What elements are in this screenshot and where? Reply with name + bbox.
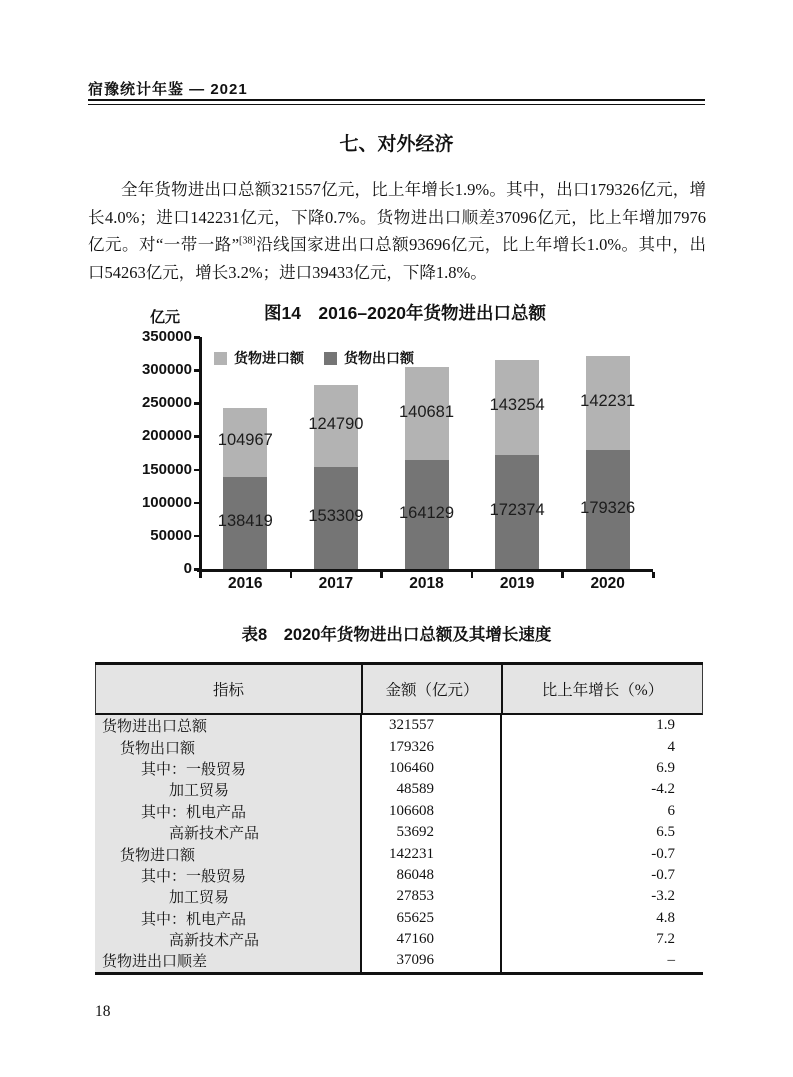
table-cell-growth: 1.9 xyxy=(500,715,703,736)
x-axis-category-label: 2019 xyxy=(499,575,535,592)
table-cell-growth: -4.2 xyxy=(500,779,703,800)
y-axis-tick-label: 150000 xyxy=(141,460,192,478)
table-row xyxy=(95,801,703,822)
y-axis-line xyxy=(199,337,202,571)
bar-value-label-货物出口额-2019: 172374 xyxy=(489,500,545,519)
bar-value-label-货物出口额-2017: 153309 xyxy=(308,507,364,526)
table-row xyxy=(95,758,703,779)
y-axis-tick-label: 350000 xyxy=(141,328,192,345)
table-title: 表8 2020年货物进出口总额及其增长速度 xyxy=(241,626,552,644)
table-row xyxy=(95,950,703,971)
table-row xyxy=(95,779,703,800)
table-cell-amount: 47160 xyxy=(360,929,500,950)
y-axis-tick-label: 250000 xyxy=(141,394,192,412)
page-number: 18 xyxy=(95,1003,111,1020)
legend-item-货物出口额 xyxy=(324,348,414,368)
footnote-marker: [38] xyxy=(239,235,256,247)
table-row xyxy=(95,843,703,864)
table-cell-growth: -3.2 xyxy=(500,886,703,907)
bar-value-label-货物进口额-2019: 143254 xyxy=(489,396,545,415)
header-rule-thin xyxy=(88,104,705,105)
table-cell-growth: 6.9 xyxy=(500,758,703,779)
chart-legend xyxy=(214,348,414,368)
table-cell-growth: 4 xyxy=(500,736,703,757)
table-cell-indicator: 货物出口额 xyxy=(95,736,360,757)
table-cell-growth: 6 xyxy=(500,801,703,822)
table-cell-growth: – xyxy=(500,950,703,971)
legend-swatch-icon xyxy=(324,352,337,365)
bar-value-label-货物出口额-2018: 164129 xyxy=(398,503,455,522)
table-cell-amount: 106608 xyxy=(360,801,500,822)
table-cell-amount: 37096 xyxy=(360,950,500,971)
bar-value-label-货物进口额-2016: 104967 xyxy=(217,431,273,450)
bar-value-label-货物进口额-2017: 124790 xyxy=(308,415,364,434)
y-axis-tick-label: 100000 xyxy=(141,493,192,511)
table-header-cell: 比上年增长（%） xyxy=(501,665,702,713)
legend-label: 货物进口额 xyxy=(234,350,304,366)
table-cell-amount: 106460 xyxy=(360,758,500,779)
chart-title: 图14 2016–2020年货物进出口总额 xyxy=(263,303,547,323)
table-cell-indicator: 货物进出口顺差 xyxy=(95,950,360,971)
table-cell-growth: 4.8 xyxy=(500,908,703,929)
table-cell-amount: 321557 xyxy=(360,715,500,736)
x-axis-category-label: 2020 xyxy=(590,575,625,592)
table-row xyxy=(95,736,703,757)
table-cell-indicator: 其中：机电产品 xyxy=(95,908,360,929)
book-title: 宿豫统计年鉴 — 2021 xyxy=(88,81,248,98)
table-cell-indicator: 高新技术产品 xyxy=(95,929,360,950)
paragraph-text-cont: 沿线国家进出口总额93696亿元，比上年增长1.0%。其中，出口54263亿元，增长3.2%；进口39433亿元，下降1.8%。 xyxy=(88,235,706,282)
table-row xyxy=(95,908,703,929)
table-cell-indicator: 加工贸易 xyxy=(95,779,360,800)
table-cell-indicator: 加工贸易 xyxy=(95,886,360,907)
table-cell-growth: -0.7 xyxy=(500,865,703,886)
table-cell-indicator: 其中：一般贸易 xyxy=(95,865,360,886)
table-row xyxy=(95,822,703,843)
table-cell-amount: 53692 xyxy=(360,822,500,843)
table-cell-amount: 48589 xyxy=(360,779,500,800)
table-cell-amount: 86048 xyxy=(360,865,500,886)
bar-value-label-货物出口额-2016: 138419 xyxy=(217,512,273,531)
table-cell-indicator: 货物进口额 xyxy=(95,843,360,864)
x-axis-category-label: 2017 xyxy=(318,575,354,592)
paragraph-text: 全年货物进出口总额321557亿元，比上年增长1.9%。其中，出口179326亿元，增长4.0%；进口142231亿元，下降0.7%。货物进出口顺差37096亿元，比上年增加7976亿元。对“一带一路” xyxy=(88,180,706,255)
legend-label: 货物出口额 xyxy=(344,350,414,366)
table-cell-indicator: 高新技术产品 xyxy=(95,822,360,843)
table-cell-amount: 142231 xyxy=(360,843,500,864)
table-row xyxy=(95,865,703,886)
table-cell-indicator: 货物进出口总额 xyxy=(95,715,360,736)
chart-unit-label: 亿元 xyxy=(150,309,181,326)
table-cell-indicator: 其中：机电产品 xyxy=(95,801,360,822)
table-cell-amount: 65625 xyxy=(360,908,500,929)
table-header-cell: 指标 xyxy=(212,682,244,699)
x-axis-line xyxy=(197,569,654,572)
x-axis-category-label: 2016 xyxy=(228,575,263,592)
table-cell-amount: 179326 xyxy=(360,736,500,757)
bar-value-label-货物出口额-2020: 179326 xyxy=(580,498,636,517)
bar-value-label-货物进口额-2018: 140681 xyxy=(398,402,455,421)
body-paragraph xyxy=(88,176,706,286)
table-row xyxy=(95,929,703,950)
table-cell-growth: 7.2 xyxy=(500,929,703,950)
legend-swatch-icon xyxy=(214,352,227,365)
table-row xyxy=(95,886,703,907)
table-cell-amount: 27853 xyxy=(360,886,500,907)
bar-value-label-货物进口额-2020: 142231 xyxy=(580,391,636,410)
y-axis-tick-label: 0 xyxy=(183,560,192,577)
table-cell-growth: -0.7 xyxy=(500,843,703,864)
table-header-cell: 金额（亿元） xyxy=(361,665,501,713)
table-cell-growth: 6.5 xyxy=(500,822,703,843)
table-header-row xyxy=(95,665,703,715)
y-axis-tick-label: 200000 xyxy=(141,427,192,445)
section-title: 七、对外经济 xyxy=(339,134,454,155)
legend-item-货物进口额 xyxy=(214,348,304,368)
header-rule-thick xyxy=(88,99,705,101)
table-cell-indicator: 其中：一般贸易 xyxy=(95,758,360,779)
y-axis-tick-label: 50000 xyxy=(150,526,192,544)
y-axis-tick-label: 300000 xyxy=(141,361,192,379)
x-axis-category-label: 2018 xyxy=(409,575,444,592)
table-8 xyxy=(95,662,703,975)
table-row xyxy=(95,715,703,736)
